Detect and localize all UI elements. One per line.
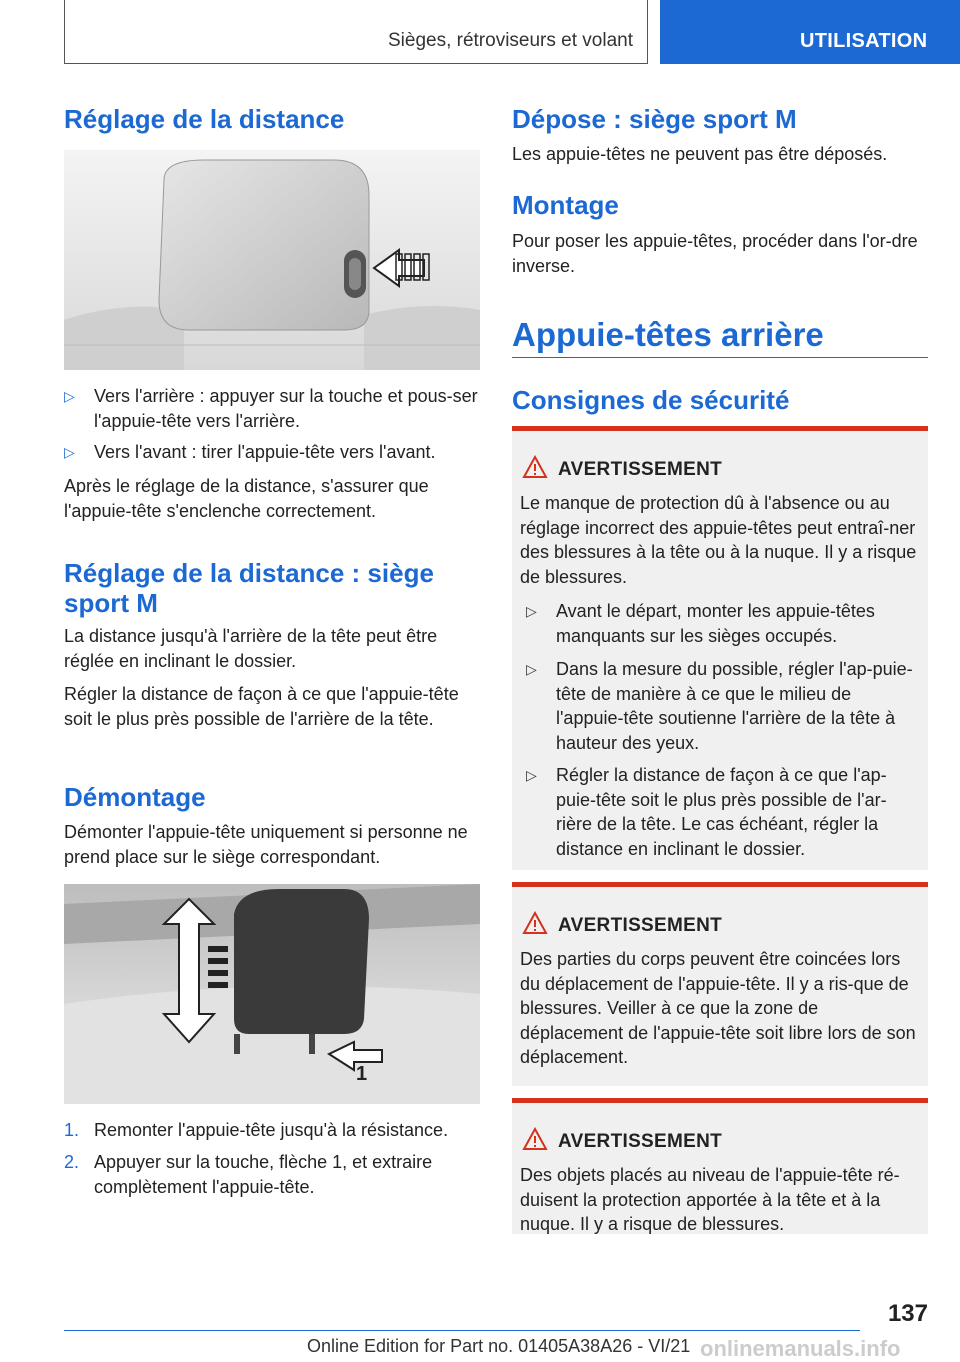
heading-montage: Montage: [512, 190, 619, 220]
page-number: 137: [887, 1300, 928, 1327]
triangle-bullet-icon: ▷: [526, 767, 537, 783]
paragraph: Pour poser les appuie-têtes, procéder dans l'or-dre inverse.: [512, 231, 918, 276]
warning-box: [512, 882, 928, 1086]
list-item: ▷ Vers l'arrière : appuyer sur la touche et pous-ser l'appuie-tête vers l'arrière.: [64, 386, 478, 431]
list-item: ▷ Vers l'avant : tirer l'appuie-tête vers l'avant.: [64, 440, 480, 466]
chapter-header: [64, 0, 648, 64]
footer-rule: [64, 1330, 860, 1331]
heading-rule: [512, 357, 928, 358]
warning-box: [512, 426, 928, 870]
heading-distance: Réglage de la distance: [64, 104, 345, 134]
warning-title: AVERTISSEMENT: [558, 915, 723, 936]
warning-text: Le manque de protection dû à l'absence ou au réglage incorrect des appuie-têtes peut entraî-ner des blessures à la tête ou à la nuque. Il y a risque de blessures.: [520, 493, 917, 587]
heading-sport: Réglage de la distance : siège sport M: [64, 558, 434, 618]
warning-triangle-icon: [522, 455, 548, 479]
watermark: onlinemanuals.info: [700, 1336, 901, 1361]
paragraph: Démonter l'appuie-tête uniquement si personne ne prend place sur le siège correspondant.: [64, 822, 468, 867]
headrest-removal-image: [64, 884, 480, 1104]
list-item: ▷ Avant le départ, monter les appuie-têtes manquants sur les sièges occupés.: [526, 601, 875, 646]
callout-label-1: 1: [356, 1063, 368, 1085]
section-tab-label: UTILISATION: [800, 30, 928, 52]
list-item: 1. Remonter l'appuie-tête jusqu'à la résistance.: [64, 1120, 449, 1140]
list-item: ▷ Régler la distance de façon à ce que l'ap-puie-tête soit le plus près possible de l'ar-rière de la tête. Le cas échéant, régler la distance en inclinant le dossier.: [526, 765, 887, 859]
warning-text: Des objets placés au niveau de l'appuie-tête ré-duisent la protection apportée à la tête et à la nuque. Il y a risque de blessures.: [520, 1165, 900, 1234]
warning-title: AVERTISSEMENT: [558, 459, 723, 480]
warning-title: AVERTISSEMENT: [558, 1131, 723, 1152]
list-item: ▷ Dans la mesure du possible, régler l'ap-puie-tête de manière à ce que le milieu de l'appuie-tête soutienne l'arrière de la tête à hauteur des yeux.: [526, 659, 913, 753]
heading-arriere: Appuie-têtes arrière: [512, 316, 824, 353]
triangle-bullet-icon: ▷: [64, 388, 75, 404]
list-item: 2. Appuyer sur la touche, flèche 1, et extraire complètement l'appuie-tête.: [64, 1152, 433, 1197]
chapter-title: Sièges, rétroviseurs et volant: [387, 30, 633, 51]
headrest-image: [64, 150, 480, 370]
paragraph: Après le réglage de la distance, s'assurer que l'appuie-tête s'enclenche correctement.: [64, 476, 429, 521]
paragraph: La distance jusqu'à l'arrière de la tête peut être réglée en inclinant le dossier.: [64, 626, 438, 671]
warning-text: Des parties du corps peuvent être coincées lors du déplacement de l'appuie-tête. Il y a ris-que de blessures. Veiller à ce que la zone de déplacement de l'appuie-tête soit libre lors de son déplacement.: [520, 949, 916, 1067]
heading-depose: Dépose : siège sport M: [512, 104, 797, 134]
paragraph: Les appuie-têtes ne peuvent pas être déposés.: [512, 144, 888, 164]
heading-demontage: Démontage: [64, 782, 206, 812]
warning-triangle-icon: [522, 911, 548, 935]
warning-box: [512, 1098, 928, 1234]
triangle-bullet-icon: ▷: [526, 603, 537, 619]
heading-consignes: Consignes de sécurité: [512, 385, 790, 415]
paragraph: Régler la distance de façon à ce que l'appuie-tête soit le plus près possible de l'arrière de la tête.: [64, 684, 459, 729]
section-tab: [660, 0, 960, 64]
triangle-bullet-icon: ▷: [526, 661, 537, 677]
triangle-bullet-icon: ▷: [64, 444, 75, 460]
edition-text: Online Edition for Part no. 01405A38A26 - VI/21: [307, 1336, 691, 1356]
warning-triangle-icon: [522, 1127, 548, 1151]
